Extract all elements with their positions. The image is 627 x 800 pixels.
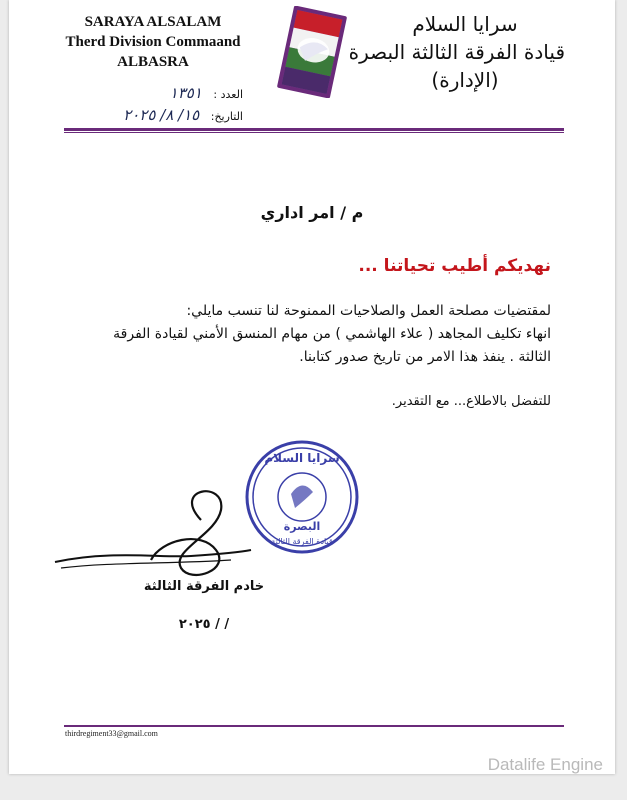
document-meta xyxy=(93,84,243,128)
number-label: العدد : xyxy=(213,88,243,101)
body-line-2: انهاء تكليف المجاهد ( علاء الهاشمي ) من مهام المنسق الأمني لقيادة الفرقة xyxy=(113,326,551,342)
division-name-en: Therd Division Commaand xyxy=(65,34,241,50)
footer-email[interactable]: thirdregiment33@gmail.com xyxy=(65,729,158,738)
body-line-1: لمقتضيات مصلحة العمل والصلاحيات الممنوحة لنا تنسب مايلي: xyxy=(186,303,551,319)
number-row xyxy=(93,84,243,106)
subject-line: م / امر اداري xyxy=(260,203,364,222)
handwritten-signature xyxy=(51,480,261,590)
stamp-text-top: سرايا السلام xyxy=(264,451,340,465)
org-name-en: SARAYA ALSALAM xyxy=(84,14,222,30)
number-value: ١٣٥١ xyxy=(169,84,202,102)
watermark: Datalife Engine xyxy=(487,755,603,774)
footer-divider xyxy=(64,725,564,727)
date-value: ١٥/ ٨/ ٢٠٢٥ xyxy=(123,106,200,124)
document-page xyxy=(9,0,615,774)
greeting: نهديكم أطيب تحياتنا ... xyxy=(358,256,551,276)
org-name-ar: سرايا السلام xyxy=(412,12,518,36)
signer-title: خادم الفرقة الثالثة xyxy=(143,579,265,594)
department-name-ar: (الإدارة) xyxy=(431,68,499,92)
division-name-ar: قيادة الفرقة الثالثة البصرة xyxy=(348,40,565,64)
date-row xyxy=(93,106,243,128)
organization-logo xyxy=(277,6,347,98)
closing-line: للتفضل بالاطلاع... مع التقدير. xyxy=(391,394,551,409)
header-divider-thin xyxy=(64,132,564,133)
stamp-text-middle: البصرة xyxy=(283,520,321,533)
arabic-letterhead xyxy=(348,10,565,94)
stamp-text-bottom: قيادة الفرقة الثالثة xyxy=(271,537,333,546)
english-letterhead xyxy=(53,12,253,72)
signature-date: / / ٢٠٢٥ xyxy=(178,617,230,632)
letter-body xyxy=(69,300,551,369)
city-name-en: ALBASRA xyxy=(117,54,189,70)
date-label: التاريخ: xyxy=(210,110,243,123)
header-divider xyxy=(64,128,564,131)
body-line-3: الثالثة . ينفذ هذا الامر من تاريخ صدور كتابنا. xyxy=(299,349,551,365)
